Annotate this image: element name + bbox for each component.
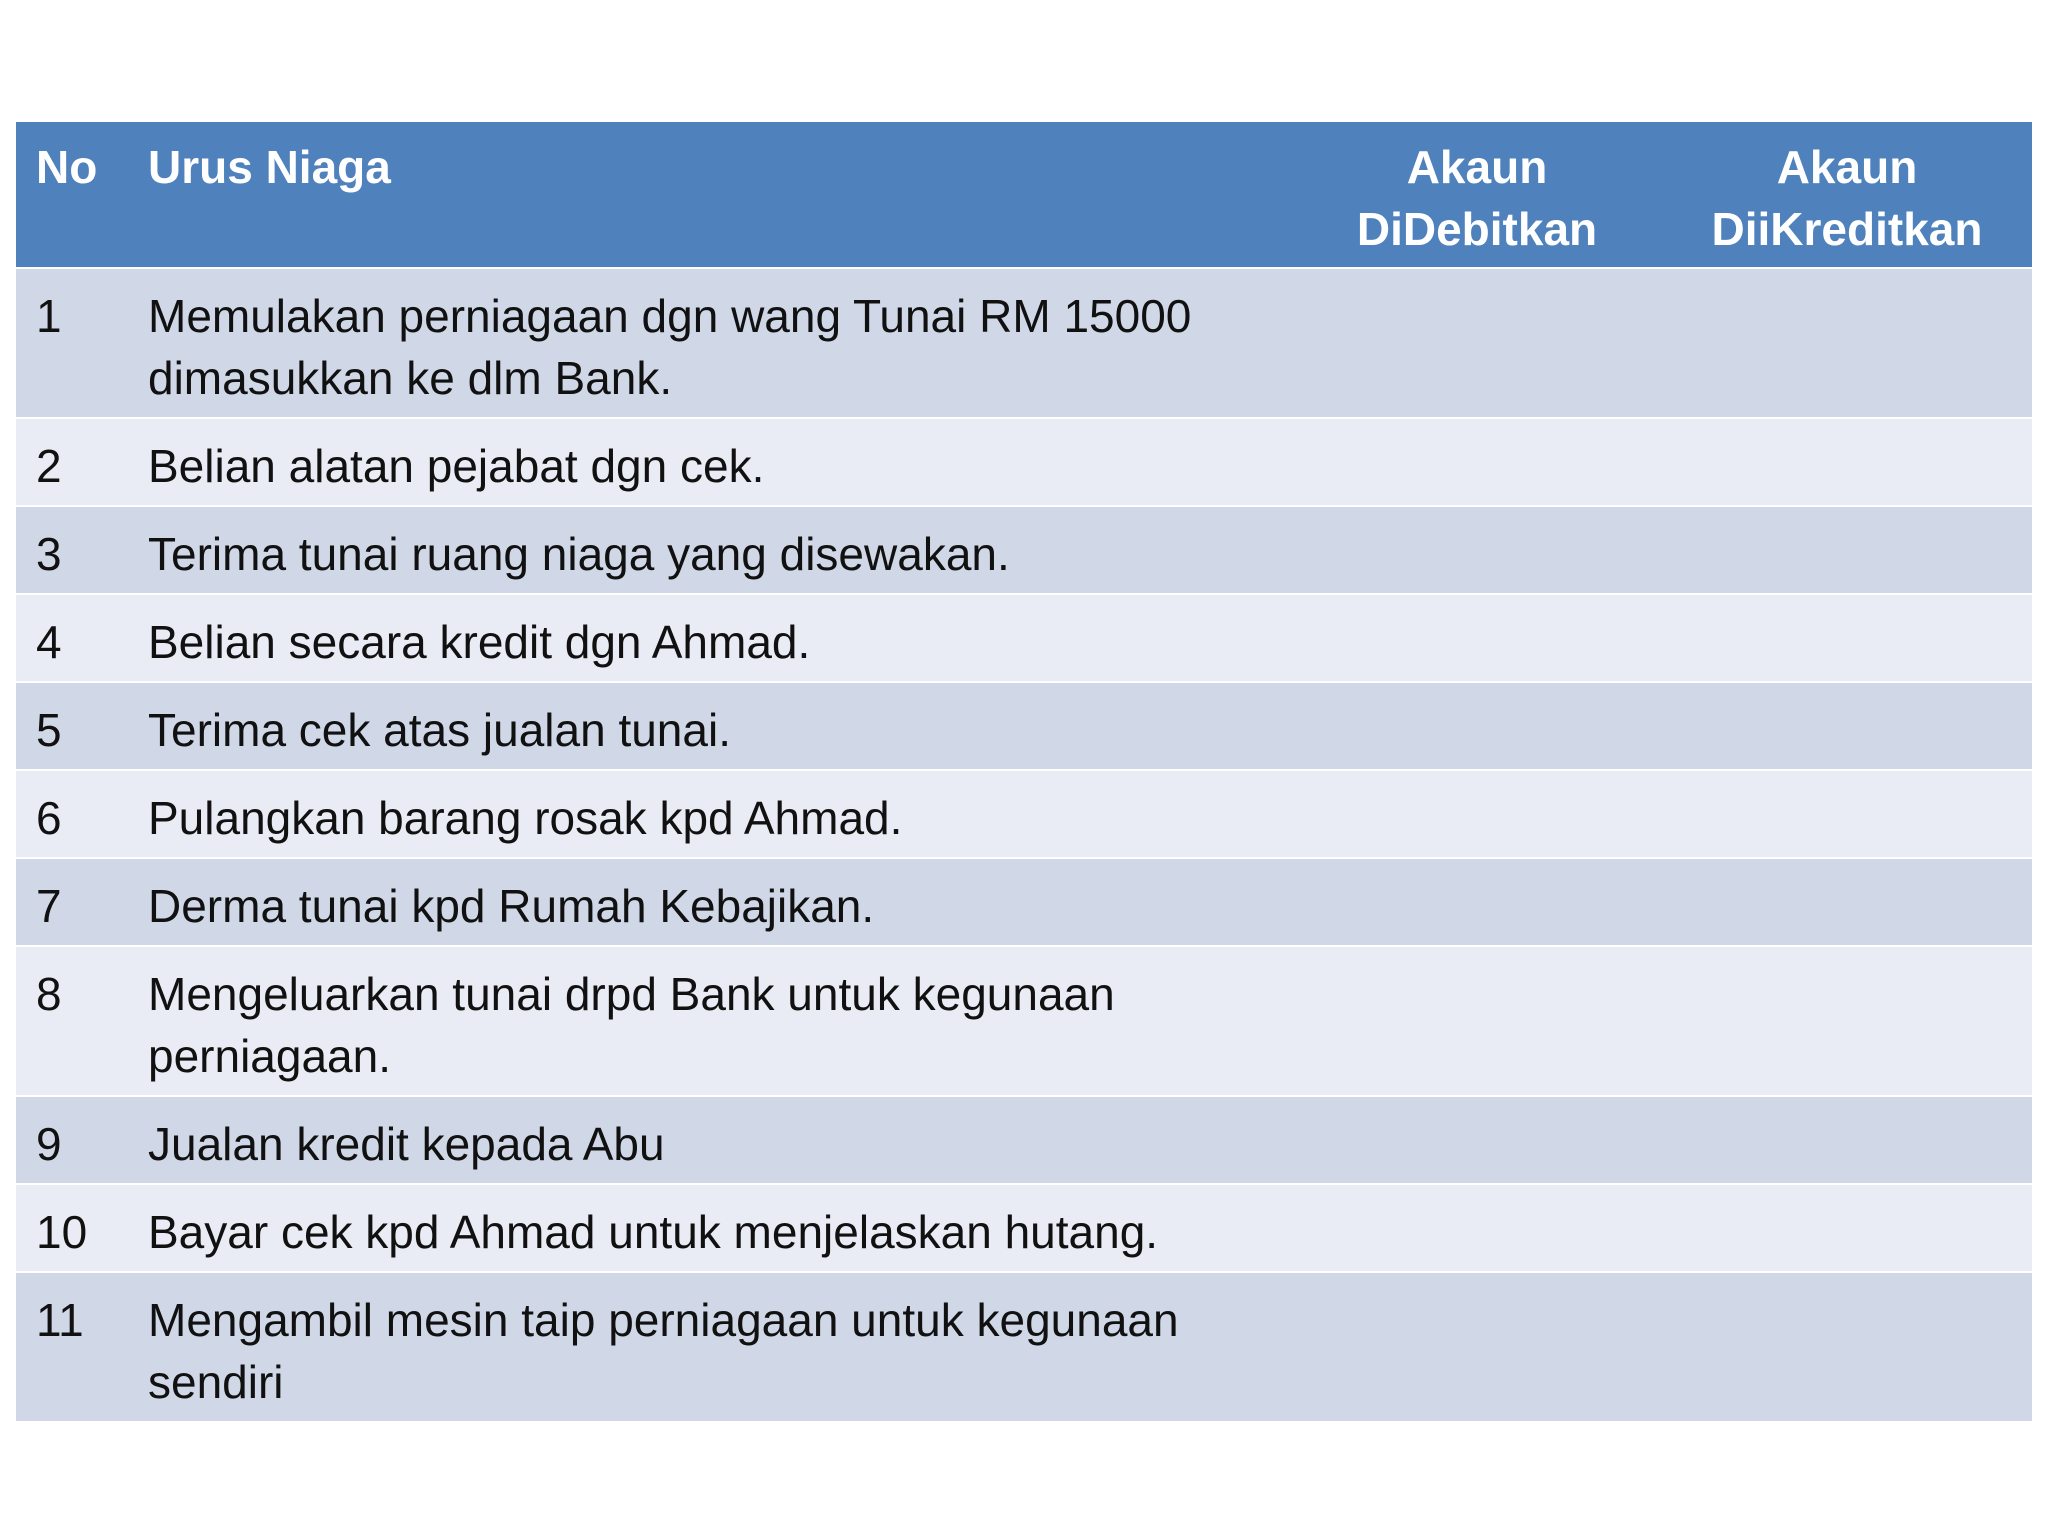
row-debit-cell[interactable] <box>1292 594 1662 682</box>
row-credit-cell[interactable] <box>1662 506 2032 594</box>
header-credit-line2: DiiKreditkan <box>1711 203 1983 255</box>
table-row <box>16 594 2032 682</box>
row-description-line2: dimasukkan ke dlm Bank. <box>148 352 673 404</box>
row-credit-cell[interactable] <box>1662 268 2032 418</box>
row-description-line2: sendiri <box>148 1356 284 1408</box>
row-description <box>134 268 1292 418</box>
row-number: 6 <box>16 770 134 858</box>
row-debit-cell[interactable] <box>1292 946 1662 1096</box>
row-debit-cell[interactable] <box>1292 1272 1662 1421</box>
row-credit-cell[interactable] <box>1662 1272 2032 1421</box>
row-credit-cell[interactable] <box>1662 858 2032 946</box>
row-description <box>134 682 1292 770</box>
row-description <box>134 770 1292 858</box>
row-credit-cell[interactable] <box>1662 946 2032 1096</box>
row-number: 2 <box>16 418 134 506</box>
row-credit-cell[interactable] <box>1662 682 2032 770</box>
row-description-line1: Bayar cek kpd Ahmad untuk menjelaskan hutang. <box>148 1206 1159 1258</box>
transaction-table <box>16 122 2032 1421</box>
table-row <box>16 268 2032 418</box>
row-credit-cell[interactable] <box>1662 770 2032 858</box>
row-number: 8 <box>16 946 134 1096</box>
table-row <box>16 858 2032 946</box>
row-number: 7 <box>16 858 134 946</box>
row-description-line1: Memulakan perniagaan dgn wang Tunai RM 15000 <box>148 290 1192 342</box>
row-description <box>134 1272 1292 1421</box>
row-debit-cell[interactable] <box>1292 682 1662 770</box>
row-debit-cell[interactable] <box>1292 1096 1662 1184</box>
row-debit-cell[interactable] <box>1292 770 1662 858</box>
row-description <box>134 858 1292 946</box>
row-description <box>134 506 1292 594</box>
row-description-line1: Terima cek atas jualan tunai. <box>148 704 731 756</box>
row-debit-cell[interactable] <box>1292 418 1662 506</box>
header-debit-line1: Akaun <box>1406 141 1548 193</box>
table-row <box>16 506 2032 594</box>
header-credit-account <box>1662 122 2032 268</box>
row-debit-cell[interactable] <box>1292 506 1662 594</box>
row-description-line1: Derma tunai kpd Rumah Kebajikan. <box>148 880 875 932</box>
row-description-line1: Jualan kredit kepada Abu <box>148 1118 665 1170</box>
row-debit-cell[interactable] <box>1292 268 1662 418</box>
row-number: 1 <box>16 268 134 418</box>
table-row <box>16 946 2032 1096</box>
row-credit-cell[interactable] <box>1662 1096 2032 1184</box>
row-number: 10 <box>16 1184 134 1272</box>
row-credit-cell[interactable] <box>1662 418 2032 506</box>
row-credit-cell[interactable] <box>1662 1184 2032 1272</box>
row-number: 3 <box>16 506 134 594</box>
header-debit-line2: DiDebitkan <box>1356 203 1598 255</box>
table-body <box>16 268 2032 1421</box>
table-row <box>16 1272 2032 1421</box>
table-row <box>16 770 2032 858</box>
header-debit-account <box>1292 122 1662 268</box>
row-number: 9 <box>16 1096 134 1184</box>
header-row <box>16 122 2032 268</box>
row-description <box>134 418 1292 506</box>
row-description-line1: Mengeluarkan tunai drpd Bank untuk kegunaan <box>148 968 1115 1020</box>
table-row <box>16 1184 2032 1272</box>
row-description-line1: Belian alatan pejabat dgn cek. <box>148 440 765 492</box>
row-description <box>134 594 1292 682</box>
header-no: No <box>36 141 98 193</box>
row-description-line2: perniagaan. <box>148 1030 391 1082</box>
table-row <box>16 1096 2032 1184</box>
row-description-line1: Terima tunai ruang niaga yang disewakan. <box>148 528 1010 580</box>
table-header <box>16 122 2032 268</box>
row-description-line1: Belian secara kredit dgn Ahmad. <box>148 616 811 668</box>
row-debit-cell[interactable] <box>1292 1184 1662 1272</box>
row-description-line1: Mengambil mesin taip perniagaan untuk kegunaan <box>148 1294 1179 1346</box>
row-description <box>134 1096 1292 1184</box>
header-description: Urus Niaga <box>148 141 391 193</box>
row-number: 11 <box>16 1272 134 1421</box>
row-number: 5 <box>16 682 134 770</box>
table-row <box>16 418 2032 506</box>
row-debit-cell[interactable] <box>1292 858 1662 946</box>
row-number: 4 <box>16 594 134 682</box>
row-description <box>134 1184 1292 1272</box>
row-description <box>134 946 1292 1096</box>
header-credit-line1: Akaun <box>1776 141 1918 193</box>
table-row <box>16 682 2032 770</box>
row-credit-cell[interactable] <box>1662 594 2032 682</box>
row-description-line1: Pulangkan barang rosak kpd Ahmad. <box>148 792 903 844</box>
